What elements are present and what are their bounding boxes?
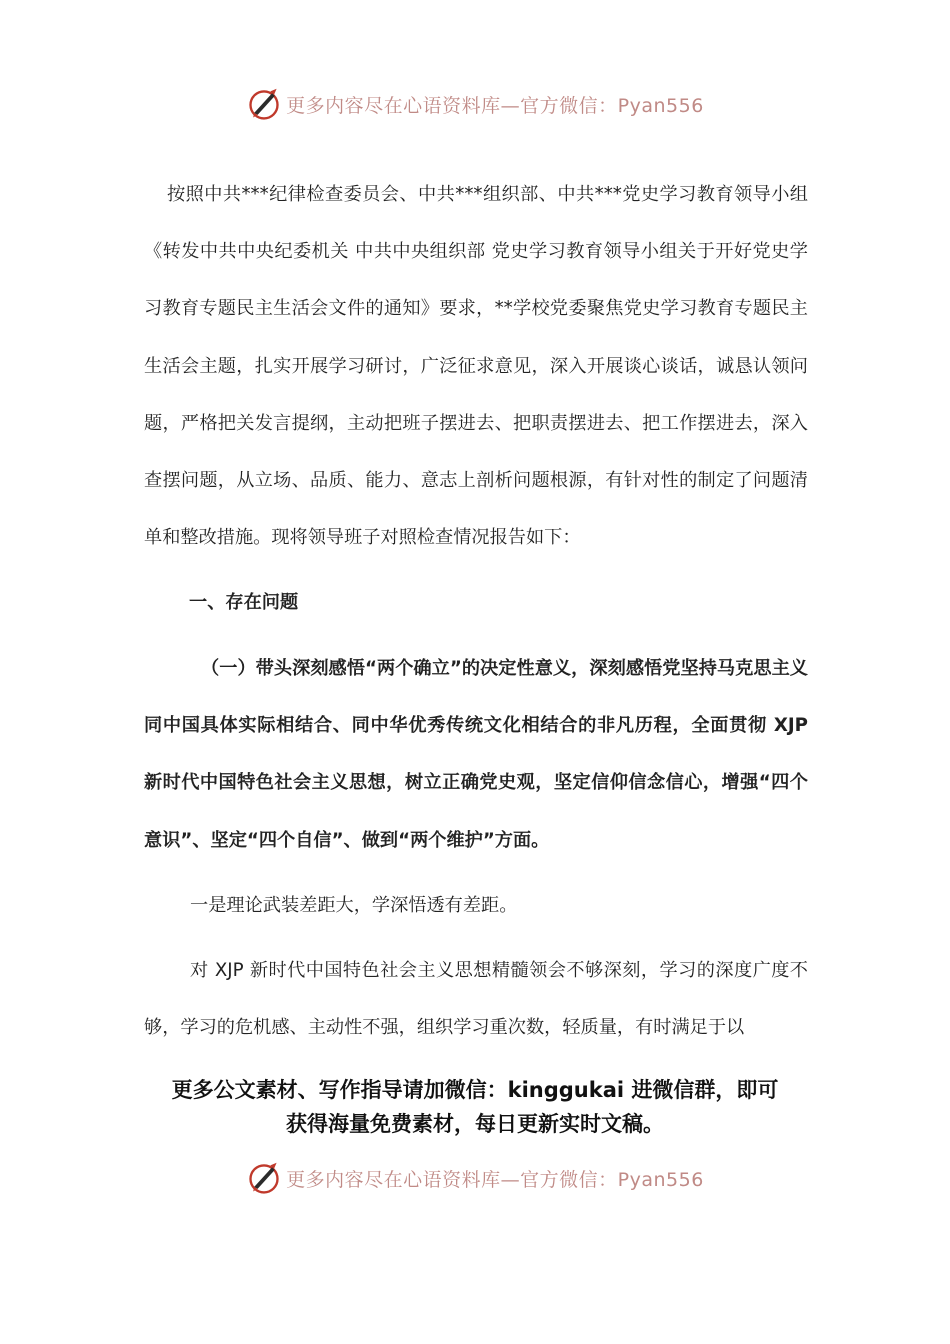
watermark-header — [0, 84, 950, 124]
section-heading: 一、存在问题 — [189, 592, 299, 613]
point-detail-paragraph: 对 XJP 新时代中国特色社会主义思想精髓领会不够深刻，学习的深度广度不够，学习的危机感、主动性不强，组织学习重次数，轻质量，有时满足于以 — [144, 960, 808, 1039]
promo-line-1: 更多公文素材、写作指导请加微信：kinggukai 进微信群，即可 — [171, 1078, 779, 1102]
watermark-footer — [0, 1158, 950, 1198]
writing-pen-logo-icon — [246, 1160, 282, 1196]
promo-block — [140, 1073, 810, 1141]
subsection-heading: （一）带头深刻感悟“两个确立”的决定性意义，深刻感悟党坚持马克思主义同中国具体实际相结合、同中华优秀传统文化相结合的非凡历程，全面贯彻 XJP 新时代中国特色社会主义思想，树立正确党史观，坚定信仰信念信心，增强“四个意识”、坚定“四个自信”、做到“两个维护”方面。 — [144, 658, 808, 851]
point-heading: 一是理论武装差距大，学深悟透有差距。 — [190, 895, 518, 916]
writing-pen-logo-icon — [246, 86, 282, 122]
promo-line-2: 获得海量免费素材，每日更新实时文稿。 — [286, 1112, 664, 1136]
watermark-text: 更多内容尽在心语资料库—官方微信：Pyan556 — [286, 94, 704, 117]
watermark-inner — [246, 86, 704, 122]
intro-paragraph: 按照中共***纪律检查委员会、中共***组织部、中共***党史学习教育领导小组《转发中共中央纪委机关 中共中央组织部 党史学习教育领导小组关于开好党史学习教育专题民主生活会文件的通知》要求，**学校党委聚焦党史学习教育专题民主生活会主题，扎实开展学习研讨，广泛征求意见，深入开展谈心谈话，诚恳认领问题，严格把关发言提纲，主动把班子摆进去、把职责摆进去、把工作摆进去，深入查摆问题，从立场、品质、能力、意志上剖析问题根源，有针对性的制定了问题清单和整改措施。现将领导班子对照检查情况报告如下： — [144, 184, 808, 549]
watermark-account: Pyan556 — [617, 94, 704, 117]
watermark-account: Pyan556 — [617, 1168, 704, 1191]
watermark-inner — [246, 1160, 704, 1196]
watermark-text: 更多内容尽在心语资料库—官方微信：Pyan556 — [286, 1168, 704, 1191]
